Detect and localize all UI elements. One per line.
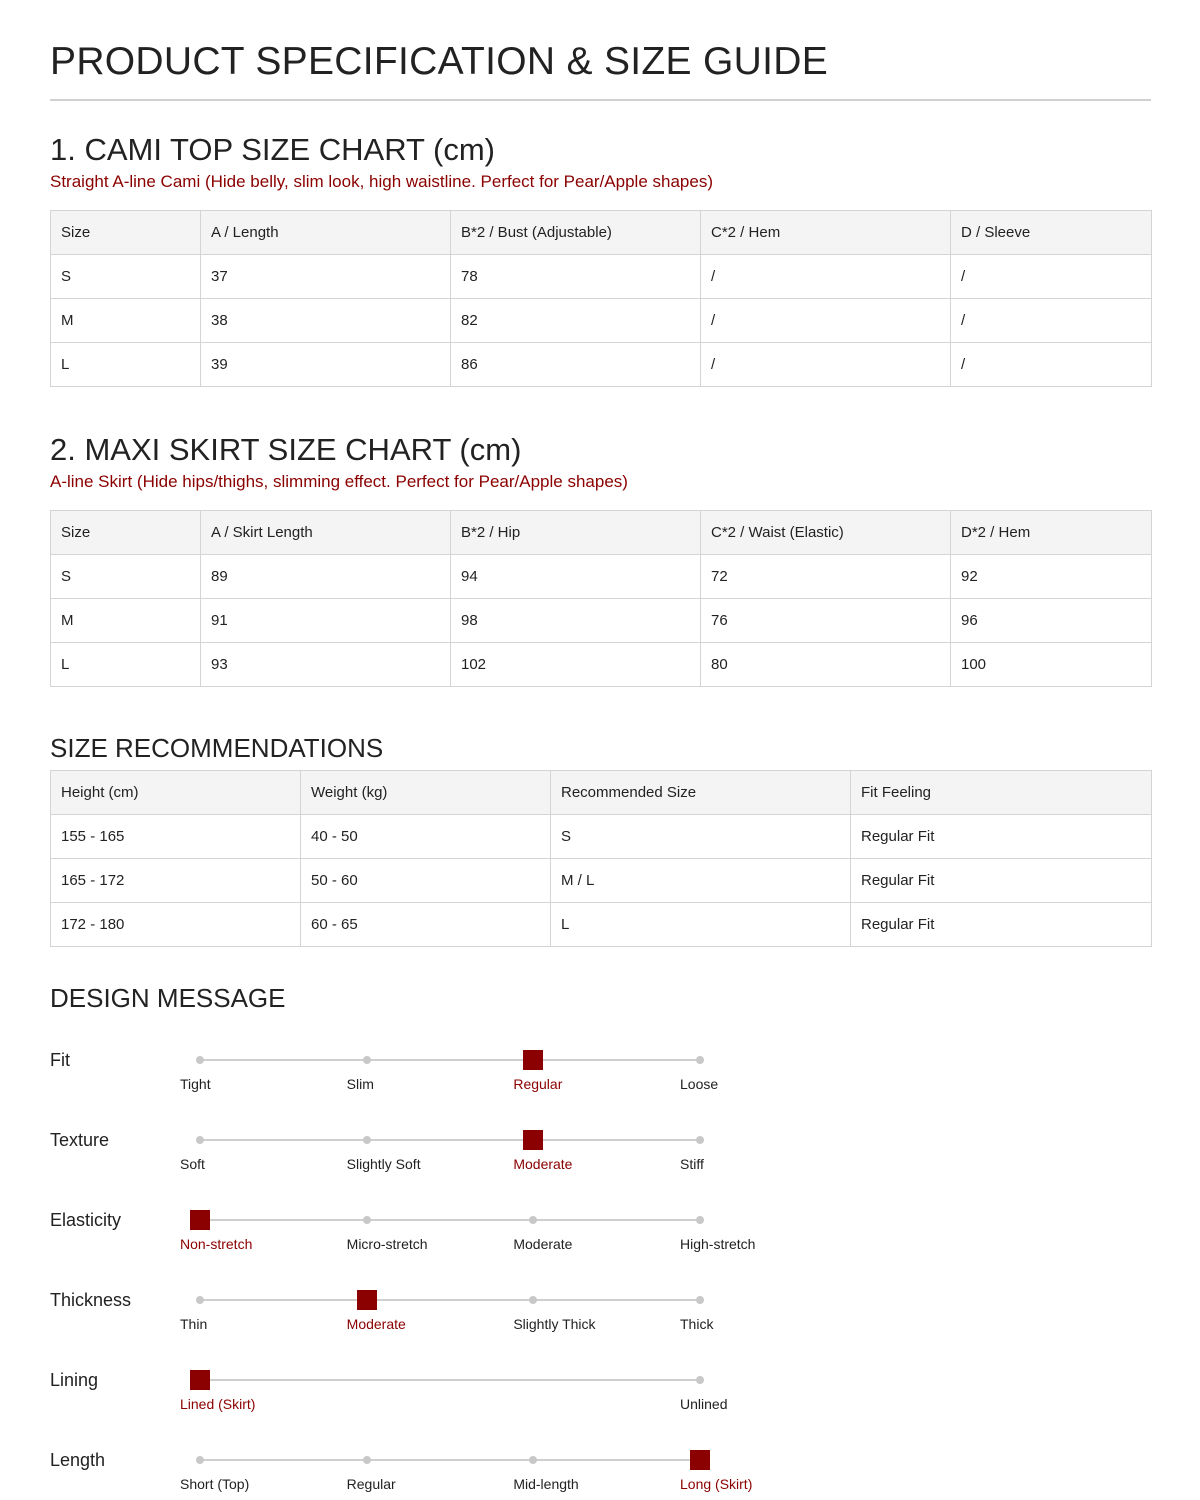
selected-marker (357, 1290, 377, 1310)
table-cell: 60 - 65 (301, 903, 551, 947)
size-recommendation-table (50, 770, 1152, 947)
scale-dot (363, 1216, 371, 1224)
scale-dot (696, 1216, 704, 1224)
scale-track (200, 1219, 700, 1221)
option-label: Slightly Soft (346, 1156, 421, 1172)
table-row (51, 255, 1152, 299)
table-cell: 76 (701, 599, 951, 643)
scale-dot (196, 1456, 204, 1464)
selected-marker (523, 1130, 543, 1150)
option-label: High-stretch (680, 1236, 756, 1252)
column-header: Recommended Size (551, 771, 851, 815)
table-cell: / (701, 343, 951, 387)
option-label: Moderate (513, 1236, 573, 1252)
table-cell: / (701, 299, 951, 343)
scale-dot (529, 1456, 537, 1464)
table-row (51, 643, 1152, 687)
table-cell: 72 (701, 555, 951, 599)
selected-marker (190, 1210, 210, 1230)
table-cell: / (951, 299, 1152, 343)
table-cell: 94 (451, 555, 701, 599)
table-cell: 80 (701, 643, 951, 687)
table-cell: Regular Fit (851, 815, 1152, 859)
column-header: D / Sleeve (951, 211, 1152, 255)
selected-option-label: Non-stretch (180, 1236, 253, 1252)
table-cell: 165 - 172 (51, 859, 301, 903)
table-cell: 50 - 60 (301, 859, 551, 903)
scale-label: Thickness (50, 1290, 132, 1310)
scale-dot (196, 1296, 204, 1304)
table-cell: 98 (451, 599, 701, 643)
scale-dot (696, 1296, 704, 1304)
table-cell: / (951, 255, 1152, 299)
scale-dot (529, 1216, 537, 1224)
table-cell: S (551, 815, 851, 859)
selected-option-label: Long (Skirt) (680, 1476, 753, 1492)
table-cell: 82 (451, 299, 701, 343)
scale-thickness (50, 1280, 1151, 1340)
design-message-title: DESIGN MESSAGE (50, 983, 286, 1013)
table-cell: S (51, 255, 201, 299)
scale-track (200, 1139, 700, 1141)
skirt-section-subtitle: A-line Skirt (Hide hips/thighs, slimming effect. Perfect for Pear/Apple shapes) (50, 472, 628, 491)
table-row (51, 299, 1152, 343)
scale-fit (50, 1040, 1151, 1100)
column-header: B*2 / Hip (451, 511, 701, 555)
table-cell: L (51, 643, 201, 687)
table-cell: S (51, 555, 201, 599)
table-cell: Regular Fit (851, 859, 1152, 903)
option-label: Slightly Thick (513, 1316, 596, 1332)
table-cell: 40 - 50 (301, 815, 551, 859)
option-label: Loose (680, 1076, 719, 1092)
column-header: D*2 / Hem (951, 511, 1152, 555)
scale-label: Length (50, 1450, 106, 1470)
table-cell: 100 (951, 643, 1152, 687)
scale-length (50, 1440, 1151, 1500)
option-label: Thin (180, 1316, 208, 1332)
table-cell: 93 (201, 643, 451, 687)
cami-section-title: 1. CAMI TOP SIZE CHART (cm) (50, 132, 495, 167)
scale-track (200, 1459, 700, 1461)
option-label: Slim (346, 1076, 374, 1092)
table-cell: 96 (951, 599, 1152, 643)
scale-label: Fit (50, 1050, 70, 1070)
title-divider (50, 99, 1151, 101)
table-row (51, 815, 1152, 859)
scale-elasticity (50, 1200, 1151, 1260)
selected-marker (690, 1450, 710, 1470)
selected-marker (523, 1050, 543, 1070)
option-label: Soft (180, 1156, 205, 1172)
table-header-row (51, 511, 1152, 555)
column-header: Height (cm) (51, 771, 301, 815)
table-cell: 37 (201, 255, 451, 299)
scale-dot (363, 1456, 371, 1464)
column-header: Size (51, 511, 201, 555)
option-label: Short (Top) (180, 1476, 250, 1492)
table-row (51, 859, 1152, 903)
scale-dot (363, 1136, 371, 1144)
page-title: PRODUCT SPECIFICATION & SIZE GUIDE (50, 40, 829, 83)
column-header: Size (51, 211, 201, 255)
column-header: B*2 / Bust (Adjustable) (451, 211, 701, 255)
option-label: Thick (680, 1316, 714, 1332)
table-cell: M / L (551, 859, 851, 903)
selected-option-label: Moderate (513, 1156, 573, 1172)
option-label: Unlined (680, 1396, 728, 1412)
table-cell: 102 (451, 643, 701, 687)
table-header-row (51, 211, 1152, 255)
table-cell: 172 - 180 (51, 903, 301, 947)
table-header-row (51, 771, 1152, 815)
table-cell: 39 (201, 343, 451, 387)
scale-dot (363, 1056, 371, 1064)
option-label: Micro-stretch (346, 1236, 428, 1252)
table-cell: M (51, 599, 201, 643)
table-row (51, 903, 1152, 947)
table-cell: 38 (201, 299, 451, 343)
skirt-section-title: 2. MAXI SKIRT SIZE CHART (cm) (50, 432, 522, 467)
scale-dot (529, 1296, 537, 1304)
scale-dot (196, 1056, 204, 1064)
scale-dot (696, 1376, 704, 1384)
table-cell: L (51, 343, 201, 387)
table-cell: 92 (951, 555, 1152, 599)
table-row (51, 343, 1152, 387)
column-header: A / Skirt Length (201, 511, 451, 555)
option-label: Tight (180, 1076, 211, 1092)
column-header: Fit Feeling (851, 771, 1152, 815)
option-label: Mid-length (513, 1476, 579, 1492)
table-cell: 155 - 165 (51, 815, 301, 859)
skirt-size-table (50, 510, 1152, 687)
scale-label: Elasticity (50, 1210, 122, 1230)
table-row (51, 599, 1152, 643)
table-cell: / (951, 343, 1152, 387)
scale-label: Texture (50, 1130, 110, 1150)
scale-label: Lining (50, 1370, 99, 1390)
column-header: Weight (kg) (301, 771, 551, 815)
scale-texture (50, 1120, 1151, 1180)
option-label: Stiff (680, 1156, 704, 1172)
table-cell: 89 (201, 555, 451, 599)
selected-marker (190, 1370, 210, 1390)
cami-section-subtitle: Straight A-line Cami (Hide belly, slim look, high waistline. Perfect for Pear/Apple shapes) (50, 172, 713, 191)
table-cell: 78 (451, 255, 701, 299)
scale-dot (696, 1056, 704, 1064)
selected-option-label: Moderate (346, 1316, 406, 1332)
table-row (51, 555, 1152, 599)
scale-dot (196, 1136, 204, 1144)
cami-size-table (50, 210, 1152, 387)
scale-track (200, 1299, 700, 1301)
selected-option-label: Regular (513, 1076, 563, 1092)
column-header: C*2 / Hem (701, 211, 951, 255)
table-cell: 86 (451, 343, 701, 387)
table-cell: 91 (201, 599, 451, 643)
scale-track (200, 1379, 700, 1381)
selected-option-label: Lined (Skirt) (180, 1396, 256, 1412)
scale-lining (50, 1360, 1151, 1420)
column-header: A / Length (201, 211, 451, 255)
scale-track (200, 1059, 700, 1061)
scale-dot (696, 1136, 704, 1144)
table-cell: L (551, 903, 851, 947)
table-cell: / (701, 255, 951, 299)
table-cell: Regular Fit (851, 903, 1152, 947)
option-label: Regular (346, 1476, 396, 1492)
table-cell: M (51, 299, 201, 343)
recommendations-title: SIZE RECOMMENDATIONS (50, 733, 384, 763)
column-header: C*2 / Waist (Elastic) (701, 511, 951, 555)
